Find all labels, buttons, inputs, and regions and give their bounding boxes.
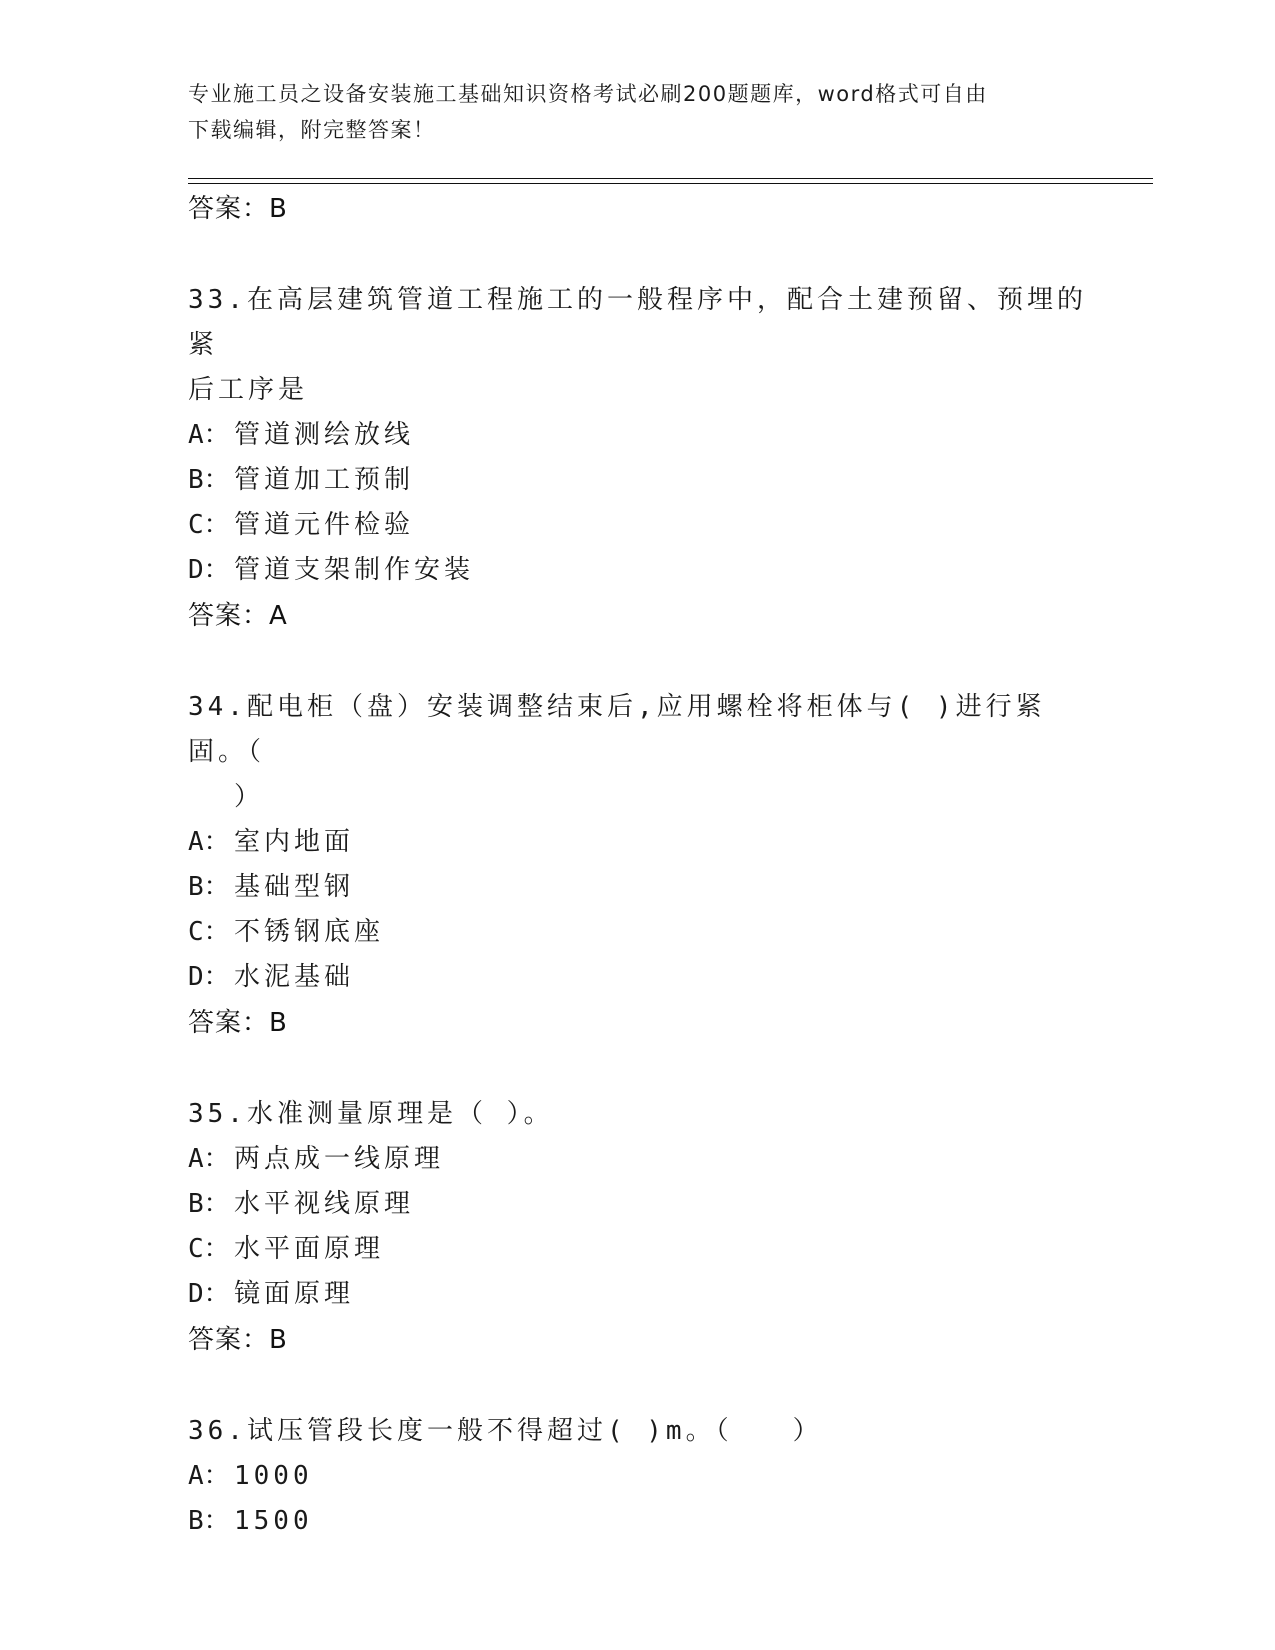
option-b: [188, 1182, 1088, 1227]
option-text: 1000: [234, 1461, 313, 1491]
option-text: 1500: [234, 1506, 313, 1536]
option-text: 不锈钢底座: [234, 917, 385, 947]
option-key: D：: [188, 555, 230, 585]
option-text: 水泥基础: [234, 962, 355, 992]
option-text: 室内地面: [234, 827, 355, 857]
header-divider-top: [188, 178, 1153, 179]
option-d: [188, 955, 1088, 1000]
option-d: [188, 1272, 1088, 1317]
option-b: [188, 1499, 1088, 1544]
answer-line: 答案：B: [188, 1008, 288, 1038]
question-35: [188, 1092, 1088, 1363]
option-key: B：: [188, 465, 230, 495]
option-text: 镜面原理: [234, 1279, 355, 1309]
option-key: C：: [188, 510, 230, 540]
option-text: 基础型钢: [234, 872, 355, 902]
question-stem-continuation: 后工序是: [188, 375, 309, 405]
question-stem-continuation: ）: [234, 782, 265, 812]
answer-line: 答案：A: [188, 601, 288, 631]
option-c: [188, 1227, 1088, 1272]
option-text: 管道元件检验: [234, 510, 415, 540]
option-text: 水平视线原理: [234, 1189, 415, 1219]
document-body: [188, 186, 1088, 1544]
option-key: A：: [188, 1461, 230, 1491]
answer-line: 答案：B: [188, 194, 288, 224]
option-key: A：: [188, 420, 230, 450]
option-key: C：: [188, 1234, 230, 1264]
question-stem: 34.配电柜（盘）安装调整结束后,应用螺栓将柜体与( )进行紧固。（: [188, 692, 1046, 767]
option-c: [188, 503, 1088, 548]
header-line-1: 专业施工员之设备安装施工基础知识资格考试必刷200题题库，word格式可自由: [188, 82, 988, 106]
option-a: [188, 413, 1088, 458]
question-36: [188, 1409, 1088, 1544]
option-a: [188, 820, 1088, 865]
document-header: [188, 76, 1088, 148]
option-text: 两点成一线原理: [234, 1144, 445, 1174]
question-33: [188, 278, 1088, 639]
option-text: 水平面原理: [234, 1234, 385, 1264]
option-a: [188, 1454, 1088, 1499]
option-text: 管道测绘放线: [234, 420, 415, 450]
option-d: [188, 548, 1088, 593]
question-stem: 35.水准测量原理是（ ）。: [188, 1099, 554, 1129]
question-34: [188, 685, 1088, 1046]
option-text: 管道支架制作安装: [234, 555, 475, 585]
question-stem: 33.在高层建筑管道工程施工的一般程序中，配合土建预留、预埋的紧: [188, 285, 1087, 360]
option-key: A：: [188, 827, 230, 857]
option-b: [188, 458, 1088, 503]
option-key: B：: [188, 1189, 230, 1219]
option-key: C：: [188, 917, 230, 947]
option-text: 管道加工预制: [234, 465, 415, 495]
option-key: B：: [188, 872, 230, 902]
header-divider-bottom: [188, 183, 1153, 184]
header-line-2: 下载编辑，附完整答案！: [188, 118, 436, 142]
option-c: [188, 910, 1088, 955]
option-a: [188, 1137, 1088, 1182]
option-b: [188, 865, 1088, 910]
answer-line: 答案：B: [188, 1325, 288, 1355]
option-key: D：: [188, 962, 230, 992]
option-key: A：: [188, 1144, 230, 1174]
question-stem: 36.试压管段长度一般不得超过( )m。（ ）: [188, 1416, 823, 1446]
option-key: B：: [188, 1506, 230, 1536]
option-key: D：: [188, 1279, 230, 1309]
